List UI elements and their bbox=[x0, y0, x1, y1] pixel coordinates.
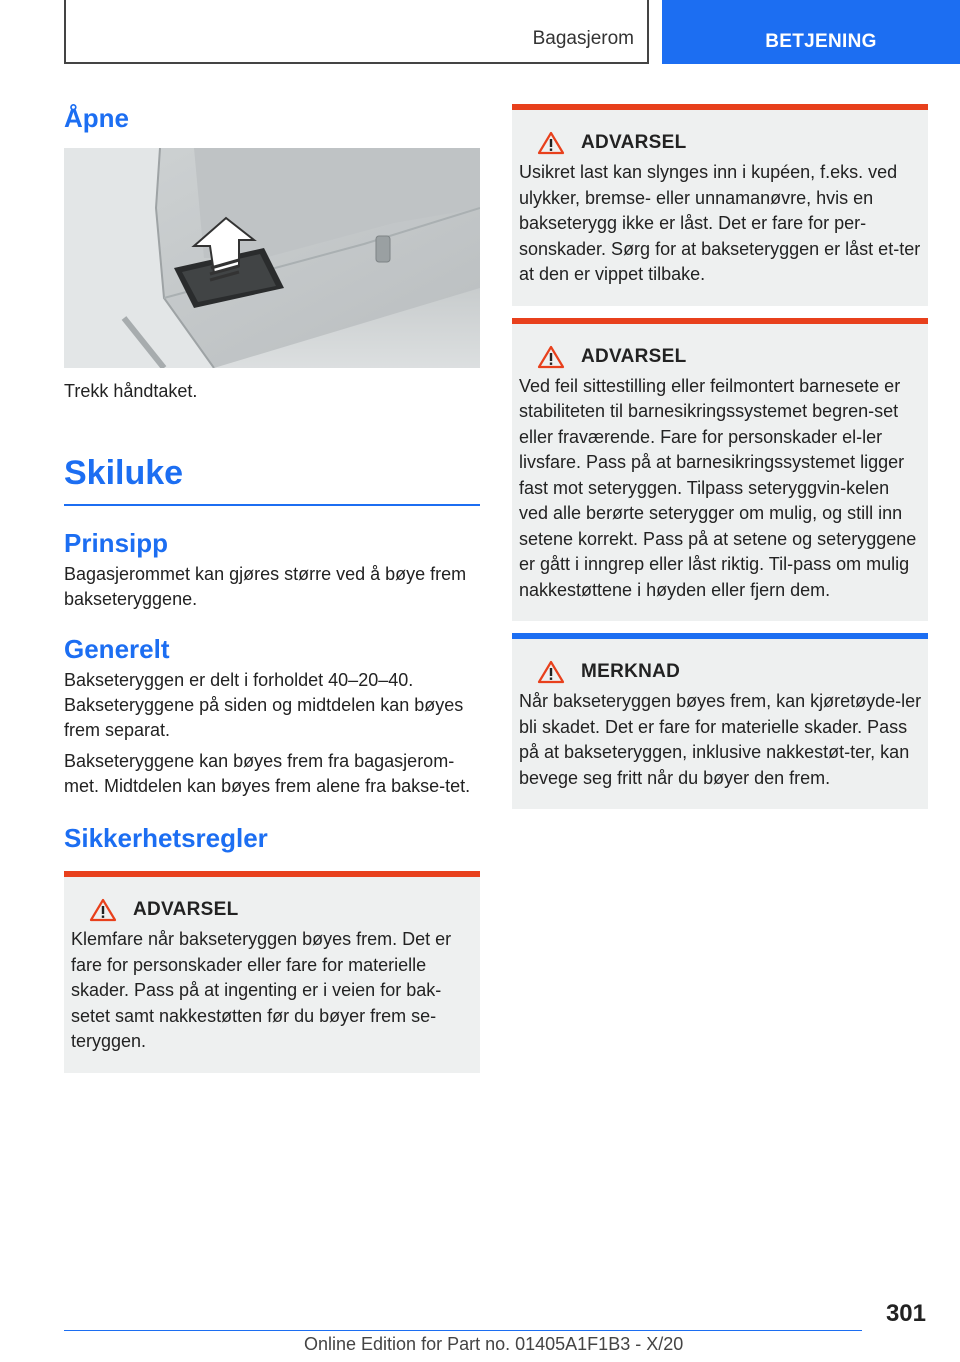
warning-text: Ved feil sittestilling eller feilmontert barnesete er stabiliteten til barnesikringssystemet begren-set eller fraværende. Fare for personskader el-ler livsfare. Pass på at barnesikringssystemet ligger fast mot seteryggen. Tilpass seteryggvin-kelen ved alle berørte seterygger om mulig, og still inn setene korrekt. Pass på at setene og seteryggene er gått i inngrep eller låst riktig. Til-pass om mulig nakkestøttene i høyden eller fjern dem. bbox=[519, 375, 917, 600]
skiluke-heading: Skiluke bbox=[64, 450, 480, 506]
open-heading: Åpne bbox=[64, 103, 129, 133]
figure-caption: Trekk håndtaket. bbox=[64, 381, 198, 401]
header-chapter-tab[interactable]: BETJENING bbox=[662, 0, 960, 64]
warning-title: ADVARSEL bbox=[581, 345, 687, 367]
note-box-header bbox=[519, 655, 922, 689]
warning-title: ADVARSEL bbox=[581, 132, 687, 153]
prinsipp-text: Bagasjerommet kan gjøres større ved å bøye frem bakseteryggene. bbox=[64, 564, 467, 609]
generelt-heading: Generelt bbox=[64, 634, 170, 664]
page-number: 301 bbox=[885, 1300, 926, 1327]
warning-triangle-icon bbox=[537, 345, 565, 369]
note-title: MERKNAD bbox=[581, 661, 681, 682]
footer-divider bbox=[64, 1330, 862, 1331]
warning-box-header bbox=[519, 126, 922, 160]
warning-triangle-icon bbox=[89, 898, 117, 922]
note-text: Når bakseteryggen bøyes frem, kan kjøretøyde-ler bli skadet. Det er fare for materielle skader. Pass på at bakseteryggen, inklusive nakkestøt-ter, kan bevege seg fritt når du bøyer den frem. bbox=[519, 691, 922, 788]
header-section-title: Bagasjerom bbox=[532, 28, 634, 49]
trunk-handle-illustration bbox=[64, 148, 480, 368]
left-column bbox=[64, 96, 480, 1073]
note-triangle-icon bbox=[537, 660, 565, 684]
prinsipp-heading: Prinsipp bbox=[64, 528, 169, 558]
note-box-damage bbox=[512, 633, 928, 809]
warning-box-cargo bbox=[512, 104, 928, 306]
warning-box-child-seat bbox=[512, 318, 928, 622]
warning-box-header bbox=[519, 340, 922, 374]
warning-text: Usikret last kan slynges inn i kupéen, f.eks. ved ulykker, bremse- eller unnamanøvre, hvis en bakseterygg ikke er låst. Det er fare for per-sonskader. Sørg for at bakseteryggen er låst et-ter at den er vippet tilbake. bbox=[519, 162, 921, 284]
trunk-handle-image bbox=[64, 148, 480, 368]
generelt-paragraph-1: Bakseteryggen er delt i forholdet 40–20–40. Bakseteryggene på siden og midtdelen kan bøyes frem separat. bbox=[64, 670, 464, 740]
warning-box-header bbox=[71, 893, 474, 927]
warning-triangle-icon bbox=[537, 131, 565, 155]
footer-edition[interactable]: Online Edition for Part no. 01405A1F1B3 - X/20 bbox=[304, 1334, 684, 1354]
sikkerhet-heading: Sikkerhetsregler bbox=[64, 823, 268, 853]
warning-box-pinch bbox=[64, 871, 480, 1073]
warning-text: Klemfare når bakseteryggen bøyes frem. Det er fare for personskader eller fare for materielle skader. Pass på at ingenting er i veien for bak-setet samt nakkestøtten før du bøyer frem se-teryggen. bbox=[71, 929, 452, 1051]
right-column bbox=[512, 104, 928, 809]
warning-title: ADVARSEL bbox=[133, 899, 239, 920]
generelt-paragraph-2: Bakseteryggene kan bøyes frem fra bagasjerom-met. Midtdelen kan bøyes frem alene fra bakse-tet. bbox=[64, 751, 471, 796]
